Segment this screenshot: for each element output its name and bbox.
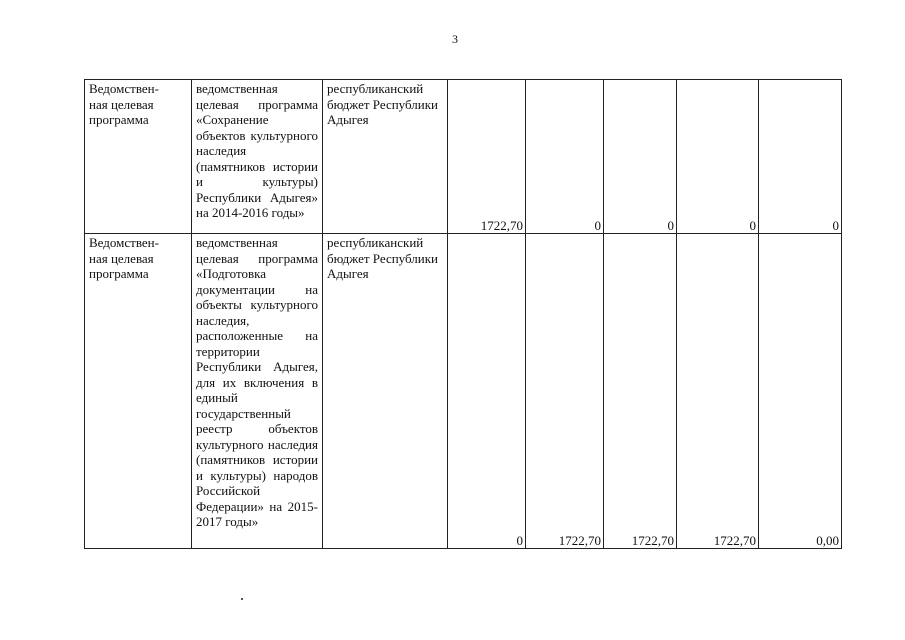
funding-source-cell [323,234,448,549]
funding-source-text: республиканский бюджет Республики Адыгея [327,81,439,127]
program-type-text: Ведомствен- ная целевая программа [89,81,159,127]
scan-speck [241,598,243,600]
funding-source-cell [323,80,448,234]
value-cell: 1722,70 [526,234,604,549]
table-row [85,80,842,234]
program-name-cell [192,80,323,234]
value-cell: 0 [604,80,677,234]
program-name-cell [192,234,323,549]
program-name-text: ведомственная целевая программа «Сохранение объектов культурного наследия (памятников истории и культуры) Республики Адыгея» на 2014-2016 годы» [196,81,318,220]
value-cell: 1722,70 [448,80,526,234]
funding-source-text: республиканский бюджет Республики Адыгея [327,235,439,281]
value-cell: 1722,70 [677,234,759,549]
value-cell: 0 [759,80,842,234]
table-row [85,234,842,549]
program-type-cell [85,80,192,234]
value-cell: 0 [526,80,604,234]
value-cell: 0,00 [759,234,842,549]
value-cell: 1722,70 [604,234,677,549]
program-type-cell [85,234,192,549]
program-name-text: ведомственная целевая программа «Подготовка документации на объекты культурного наследия, расположенные на территории Республики Адыгея, для их включения в единый государственный реестр объектов культурного наследия (памятников истории и культуры) народов Российской Федерации» на 2015-2017 годы» [196,235,318,529]
page-number: 3 [452,32,458,46]
budget-table [84,79,842,549]
value-cell: 0 [448,234,526,549]
program-type-text: Ведомствен- ная целевая программа [89,235,159,281]
value-cell: 0 [677,80,759,234]
